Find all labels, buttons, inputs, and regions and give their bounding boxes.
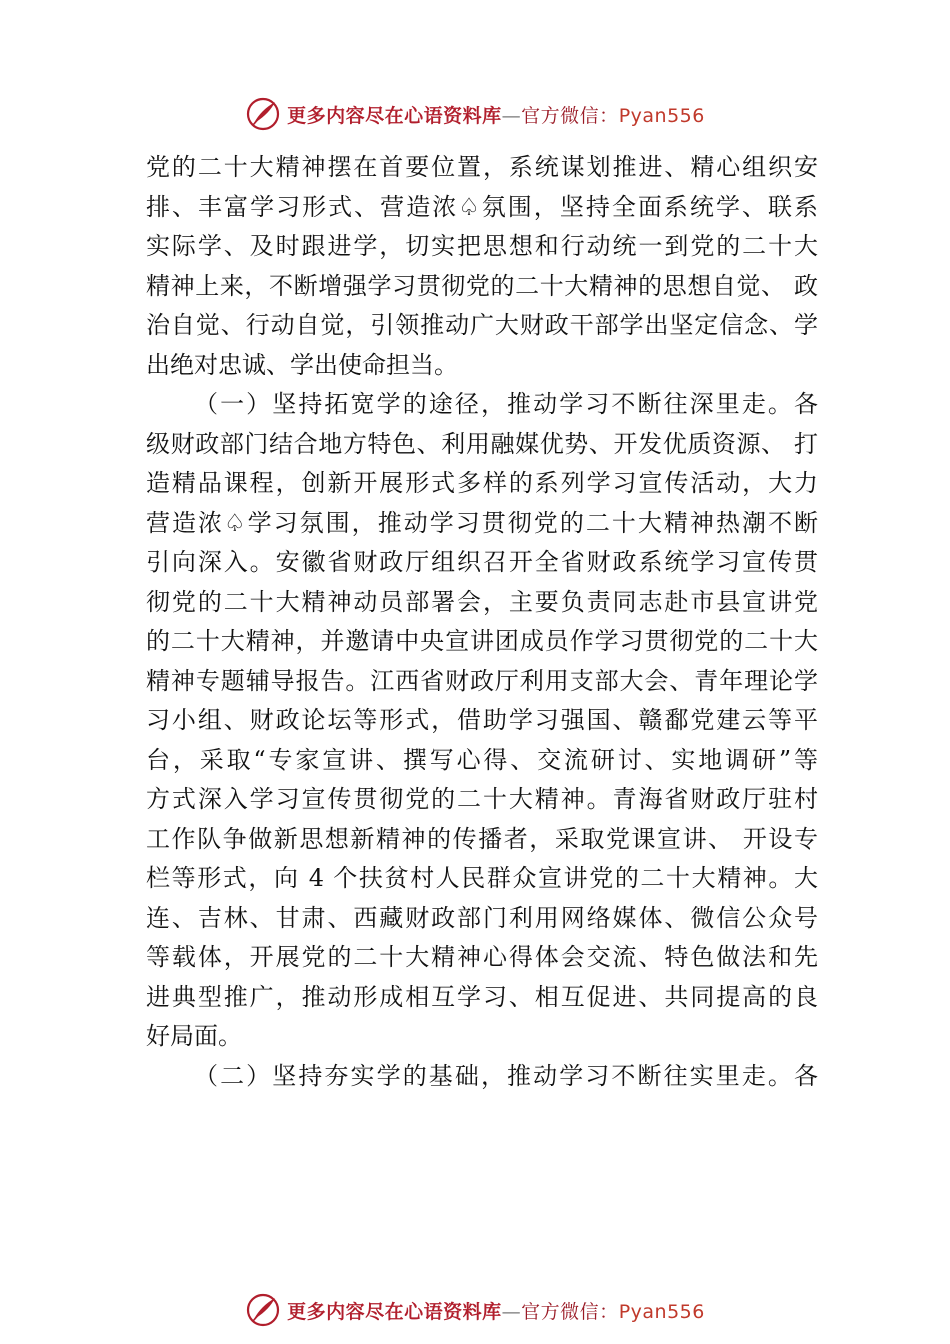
footer-official-label: 官方微信： xyxy=(521,1300,619,1323)
feather-logo-icon xyxy=(245,96,281,132)
body-line: 级财政部门结合地方特色、利用融媒优势、开发优质资源、 打 xyxy=(146,429,818,458)
body-line: 引向深入。安徽省财政厅组织召开全省财政系统学习宣传贯 xyxy=(146,548,818,576)
body-line: 工作队争做新思想新精神的传播者，采取党课宣讲、 开设专 xyxy=(146,824,818,853)
body-line: 营造浓♤学习氛围，推动学习贯彻党的二十大精神热潮不断 xyxy=(146,508,818,537)
body-line: 栏等形式，向 4 个扶贫村人民群众宣讲党的二十大精神。大 xyxy=(146,864,818,892)
section-heading-line: （二）坚持夯实学的基础，推动学习不断往实里走。各 xyxy=(194,1061,818,1090)
footer-wechat-id: Pyan556 xyxy=(618,1300,705,1323)
header-official-label: 官方微信： xyxy=(521,104,619,127)
header-separator: — xyxy=(501,104,522,127)
body-line: 台，采取“专家宣讲、撰写心得、交流研讨、实地调研”等 xyxy=(146,745,818,774)
header-brand: 更多内容尽在心语资料库 xyxy=(287,104,502,127)
feather-logo-icon xyxy=(245,1292,281,1328)
body-line: 精神专题辅导报告。江西省财政厅利用支部大会、青年理论学 xyxy=(146,666,818,695)
footer-separator: — xyxy=(501,1300,522,1323)
body-line: 好局面。 xyxy=(146,1022,242,1050)
section-heading-line: （一）坚持拓宽学的途径，推动学习不断往深里走。各 xyxy=(194,390,818,418)
header-wechat-id: Pyan556 xyxy=(618,104,705,127)
body-line: 等载体，开展党的二十大精神心得体会交流、特色做法和先 xyxy=(146,943,818,971)
body-line: 方式深入学习宣传贯彻党的二十大精神。青海省财政厅驻村 xyxy=(146,785,818,813)
body-line: 进典型推广，推动形成相互学习、相互促进、共同提高的良 xyxy=(146,982,818,1011)
body-line: 治自觉、行动自觉，引领推动广大财政干部学出坚定信念、学 xyxy=(146,311,818,339)
body-line: 的二十大精神，并邀请中央宣讲团成员作学习贯彻党的二十大 xyxy=(146,627,818,655)
body-line: 实际学、及时跟进学，切实把思想和行动统一到党的二十大 xyxy=(146,232,818,260)
footer-banner xyxy=(0,1288,950,1332)
header-banner-text xyxy=(287,101,705,128)
body-line: 习小组、财政论坛等形式，借助学习强国、赣鄱党建云等平 xyxy=(146,706,818,734)
body-line: 排、丰富学习形式、营造浓♤氛围，坚持全面系统学、联系 xyxy=(146,192,818,221)
body-line: 出绝对忠诚、学出使命担当。 xyxy=(146,350,458,379)
header-banner xyxy=(0,92,950,136)
body-line: 造精品课程，创新开展形式多样的系列学习宣传活动，大力 xyxy=(146,469,818,497)
body-line: 党的二十大精神摆在首要位置，系统谋划推进、精心组织安 xyxy=(146,153,818,181)
body-line: 精神上来，不断增强学习贯彻党的二十大精神的思想自觉、 政 xyxy=(146,271,818,300)
body-line: 连、吉林、甘肃、西藏财政部门利用网络媒体、微信公众号 xyxy=(146,903,818,932)
footer-brand: 更多内容尽在心语资料库 xyxy=(287,1300,502,1323)
footer-banner-text xyxy=(287,1297,705,1324)
body-line: 彻党的二十大精神动员部署会，主要负责同志赴市县宣讲党 xyxy=(146,587,818,616)
document-body xyxy=(146,148,818,1096)
